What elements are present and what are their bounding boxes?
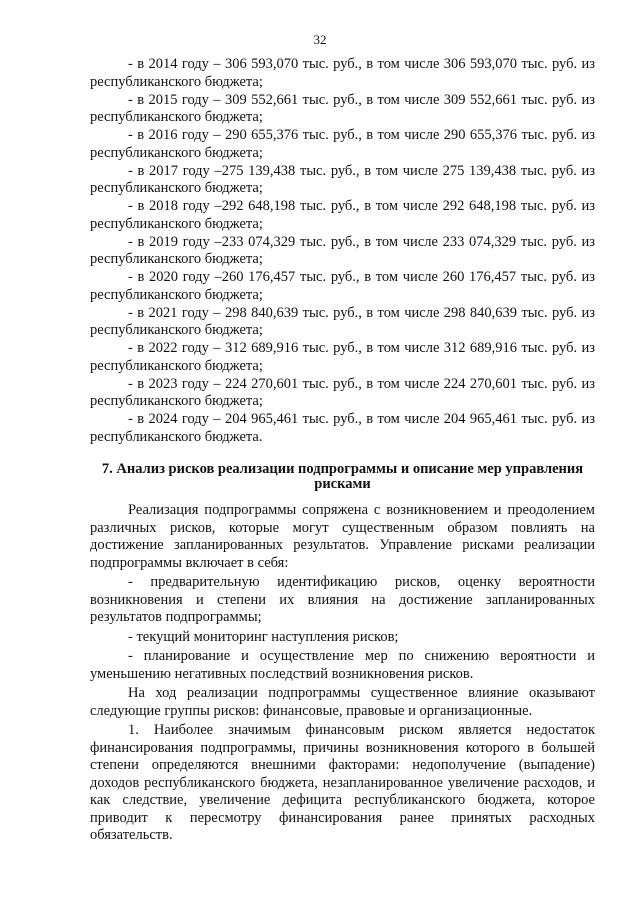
list-item-identification: - предварительную идентификацию рисков, оценку вероятности возникновения и степени их влияния на достижение запланированных результатов подпрограммы; bbox=[90, 574, 595, 625]
list-item-monitoring: - текущий мониторинг наступления рисков; bbox=[128, 628, 399, 645]
budget-line-2019: - в 2019 году –233 074,329 тыс. руб., в том числе 233 074,329 тыс. руб. из республиканского бюджета; bbox=[90, 233, 595, 267]
section-body bbox=[90, 502, 595, 845]
budget-line-2017: - в 2017 году –275 139,438 тыс. руб., в том числе 275 139,438 тыс. руб. из республиканского бюджета; bbox=[90, 162, 595, 196]
budget-line-2018: - в 2018 году –292 648,198 тыс. руб., в том числе 292 648,198 тыс. руб. из республиканского бюджета; bbox=[90, 198, 595, 232]
paragraph-financial-risk: 1. Наиболее значимым финансовым риском является недостаток финансирования подпрограммы, причины возникновения которого в большей степени определяются внешними факторами: недополучение (выпадение) доходов республиканского бюджета, незапланированное увеличение расходов, и как следствие, увеличение дефицита республиканского бюджета, которое приводит к пересмотру финансирования ранее принятых расходных обязательств. bbox=[90, 722, 595, 843]
paragraph-intro: Реализация подпрограммы сопряжена с возникновением и преодолением различных рисков, которые могут существенным образом повлиять на достижение запланированных результатов. Управление рисками реализации подпрограммы включает в себя: bbox=[90, 502, 595, 571]
budget-line-2020: - в 2020 году –260 176,457 тыс. руб., в том числе 260 176,457 тыс. руб. из республиканского бюджета; bbox=[90, 269, 595, 303]
section-title: 7. Анализ рисков реализации подпрограммы и описание мер управления рисками bbox=[101, 461, 584, 492]
budget-line-2022: - в 2022 году – 312 689,916 тыс. руб., в том числе 312 689,916 тыс. руб. из республиканского бюджета; bbox=[90, 340, 595, 374]
budget-line-2016: - в 2016 году – 290 655,376 тыс. руб., в том числе 290 655,376 тыс. руб. из республиканского бюджета; bbox=[90, 127, 595, 161]
budget-list bbox=[90, 56, 595, 446]
page-number: 32 bbox=[313, 32, 327, 47]
document-body bbox=[90, 56, 595, 845]
budget-line-2024: - в 2024 году – 204 965,461 тыс. руб., в том числе 204 965,461 тыс. руб. из республиканского бюджета. bbox=[90, 411, 595, 445]
list-item-planning: - планирование и осуществление мер по снижению вероятности и уменьшению негативных последствий возникновения рисков. bbox=[90, 648, 595, 682]
paragraph-risk-groups: На ход реализации подпрограммы существенное влияние оказывают следующие группы рисков: финансовые, правовые и организационные. bbox=[90, 685, 595, 719]
budget-line-2021: - в 2021 году – 298 840,639 тыс. руб., в том числе 298 840,639 тыс. руб. из республиканского бюджета; bbox=[90, 304, 595, 338]
budget-line-2023: - в 2023 году – 224 270,601 тыс. руб., в том числе 224 270,601 тыс. руб. из республиканского бюджета; bbox=[90, 375, 595, 409]
budget-line-2015: - в 2015 году – 309 552,661 тыс. руб., в том числе 309 552,661 тыс. руб. из республиканского бюджета; bbox=[90, 91, 595, 125]
budget-line-2014: - в 2014 году – 306 593,070 тыс. руб., в том числе 306 593,070 тыс. руб. из республиканского бюджета; bbox=[90, 56, 595, 90]
